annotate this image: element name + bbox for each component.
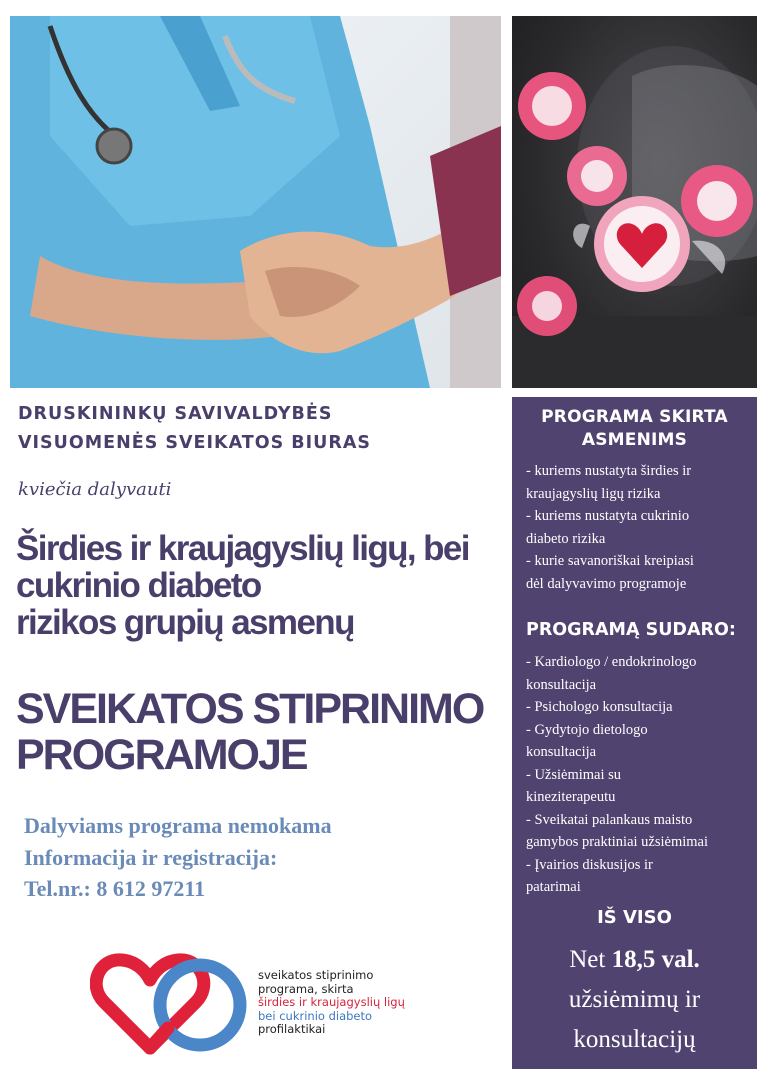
- handshake-illustration: [10, 16, 501, 388]
- target-heading-line-1: PROGRAMA SKIRTA: [541, 407, 728, 427]
- headline-line-2: cukrinio diabeto: [16, 566, 261, 605]
- program-logo: [90, 950, 420, 1060]
- headline-line-3: rizikos grupių asmenų: [16, 603, 354, 642]
- total-hours: 18,5 val.: [611, 946, 700, 973]
- total-line-2: užsiėmimų ir: [568, 986, 701, 1013]
- logo-line-1: sveikatos stiprinimo: [258, 968, 374, 982]
- list-item: - Sveikatai palankaus maisto: [526, 811, 693, 828]
- target-list: [526, 460, 754, 595]
- list-item: - Gydytojo dietologo: [526, 721, 648, 738]
- list-item: konsultacija: [526, 676, 597, 693]
- candy-jar-photo: [512, 16, 757, 388]
- total-line-1: [512, 940, 757, 980]
- logo-line-3: širdies ir kraujagyslių ligų: [258, 995, 405, 1009]
- total-heading: IŠ VISO: [597, 907, 672, 928]
- logo-caption: [258, 969, 405, 1037]
- heart-ring-logo-icon: [90, 950, 255, 1060]
- list-item: diabeto rizika: [526, 530, 606, 547]
- list-item: - Įvairios diskusijos ir: [526, 856, 653, 873]
- organization-title: [18, 400, 498, 458]
- invite-text: kviečia dalyvauti: [18, 479, 172, 500]
- phone-number: Tel.nr.: 8 612 97211: [24, 876, 206, 901]
- registration-label: Informacija ir registracija:: [24, 844, 278, 870]
- target-heading: [512, 406, 757, 452]
- headline: [16, 530, 506, 641]
- list-item: kraujagyslių ligų rizika: [526, 485, 661, 502]
- total-line-3: konsultacijų: [573, 1026, 696, 1053]
- program-title: [16, 686, 506, 778]
- list-item: konsultacija: [526, 744, 597, 760]
- contents-heading: PROGRAMĄ SUDARO:: [526, 620, 736, 640]
- list-item: - kurie savanoriškai kreipiasi: [526, 553, 694, 569]
- list-item: patarimai: [526, 879, 581, 895]
- list-item: - Užsiėmimai su: [526, 766, 622, 783]
- contact-info: [24, 810, 332, 905]
- candy-illustration: [512, 16, 757, 388]
- logo-line-5: profilaktikai: [258, 1022, 326, 1036]
- list-item: - Psichologo konsultacija: [526, 699, 673, 715]
- target-heading-line-2: ASMENIMS: [581, 430, 688, 450]
- total-prefix: Net: [569, 946, 612, 973]
- logo-line-2: programa, skirta: [258, 981, 354, 996]
- headline-line-1: Širdies ir kraujagyslių ligų, bei: [16, 529, 469, 568]
- list-item: kineziterapeutu: [526, 789, 616, 805]
- total-summary: [512, 940, 757, 1060]
- program-line-1: SVEIKATOS STIPRINIMO: [16, 685, 484, 733]
- organization-line-1: DRUSKININKŲ SAVIVALDYBĖS: [18, 404, 333, 424]
- free-notice: Dalyviams programa nemokama: [24, 813, 332, 838]
- list-item: gamybos praktiniai užsiėmimai: [526, 834, 709, 850]
- contents-list: [526, 651, 754, 899]
- list-item: dėl dalyvavimo programoje: [526, 575, 687, 592]
- organization-line-2: VISUOMENĖS SVEIKATOS BIURAS: [18, 433, 371, 453]
- program-info-panel: [512, 397, 757, 1069]
- program-line-2: PROGRAMOJE: [16, 731, 307, 779]
- list-item: - kuriems nustatyta širdies ir: [526, 463, 692, 479]
- handshake-photo: [10, 16, 501, 388]
- list-item: - Kardiologo / endokrinologo: [526, 654, 697, 670]
- logo-line-4: bei cukrinio diabeto: [258, 1008, 373, 1023]
- list-item: - kuriems nustatyta cukrinio: [526, 508, 690, 524]
